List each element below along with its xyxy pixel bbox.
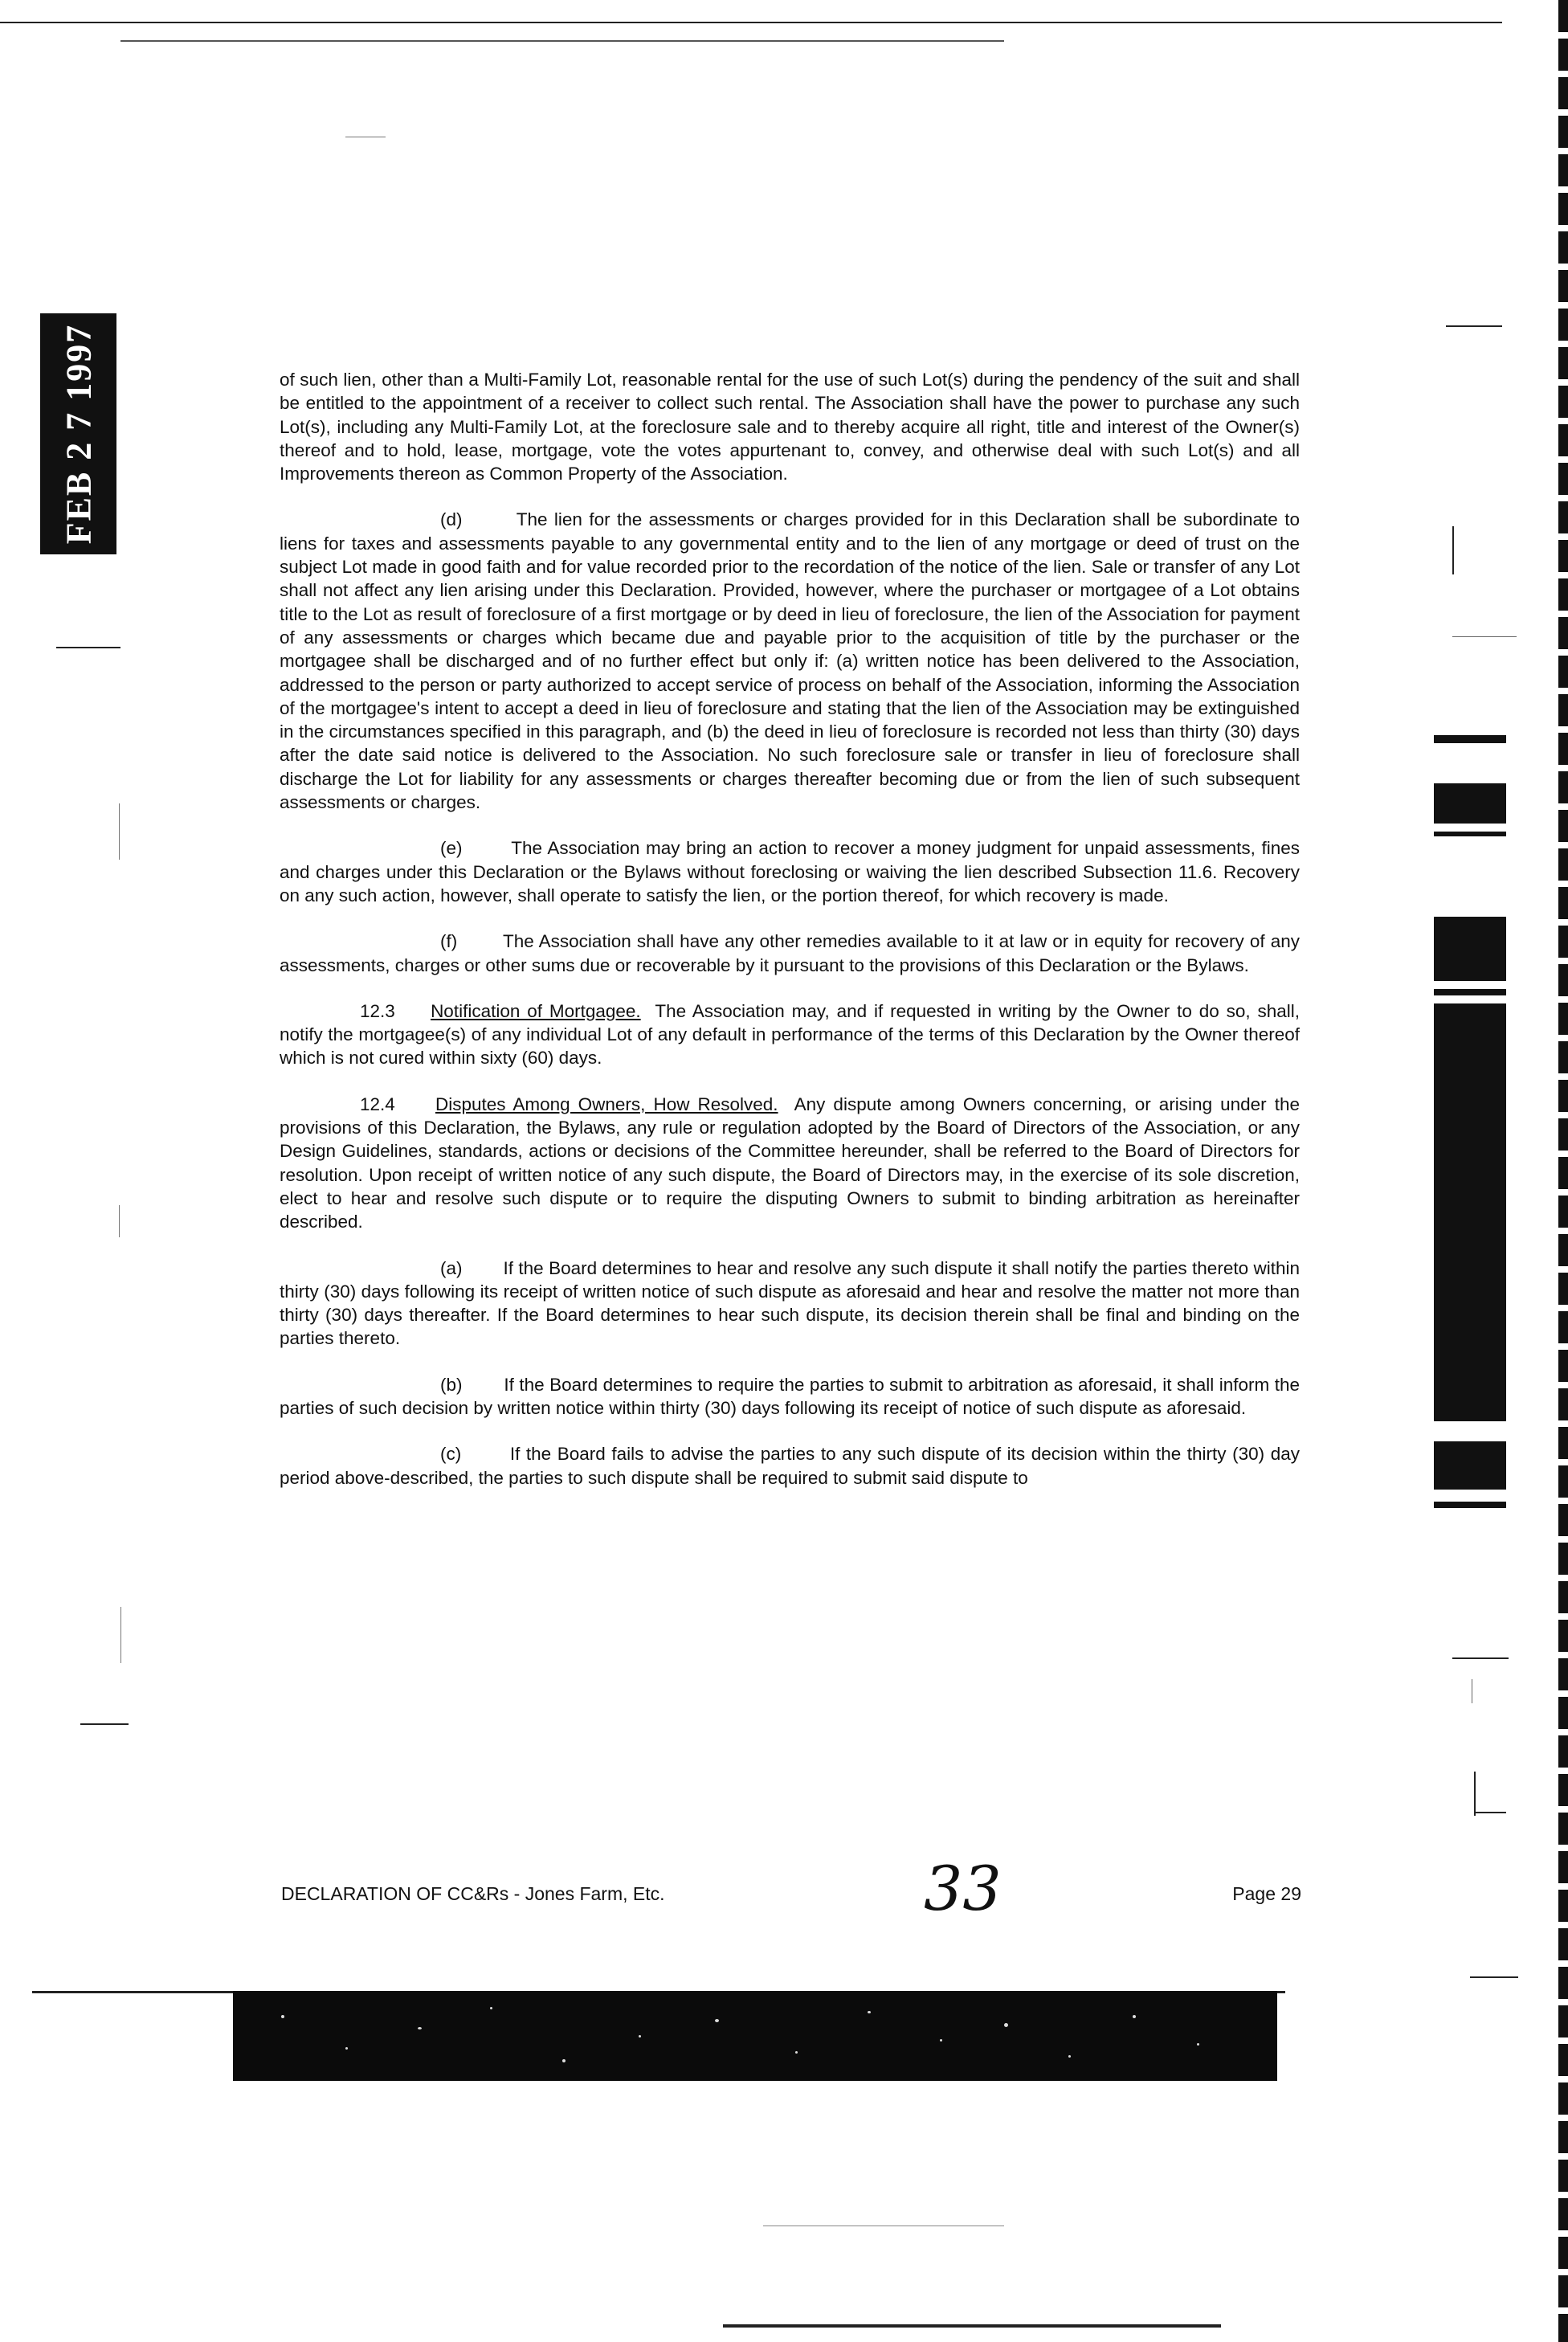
left-margin-line [56,647,120,648]
section-text: Any dispute among Owners concerning, or arising under the provisions of this Declaration, the Bylaws, any rule or regulation adopted by the Board of Directors of the Association, or any Design Guidelines, standards, actions or decisions of the Committee hereunder, shall be referred to the Board of Directors for resolution. Upon receipt of written notice of any such dispute, the Board of Directors may, in the exercise of its sole discretion, elect to hear and resolve such dispute or to require the disputing Owners to submit to binding arbitration as hereinafter described. [280,1093,1300,1232]
document-title: DECLARATION OF CC&Rs - Jones Farm, Etc. [281,1883,665,1904]
item-text: The Association may bring an action to recover a money judgment for unpaid assessments, fines and charges under this Declaration or the Bylaws without foreclosing or waiving the lien described Subsection 11.6. Recovery on any such action, however, shall operate to satisfy the lien, or the portion thereof, for which recovery is made. [280,838,1300,905]
page-number: Page 29 [1232,1883,1301,1904]
paragraph-c [280,1442,1300,1490]
scan-top-line-2 [120,40,1004,42]
section-12-3 [280,999,1300,1070]
right-margin-bars [1434,735,1506,1508]
item-text: If the Board fails to advise the parties to any such dispute of its decision within the thirty (30) day period above-described, the parties to such dispute shall be required to submit said dispute to [280,1444,1300,1488]
section-text: The Association may, and if requested in writing by the Owner to do so, shall, notify the mortgagee(s) of any individual Lot of any default in performance of the terms of this Declaration by the Owner thereof which is not cured within sixty (60) days. [280,1000,1300,1069]
item-label: (c) [440,1444,462,1465]
left-margin-line [80,1723,129,1725]
stamp-text: FEB 2 7 1997 [59,323,98,545]
item-label: (b) [440,1374,463,1395]
item-label: (d) [440,509,463,530]
left-margin-tick [119,803,120,860]
right-margin-line [1474,1812,1506,1813]
right-margin-tick [1474,1772,1476,1816]
paragraph-d [280,508,1300,814]
right-margin-line [1446,325,1502,327]
left-margin-tick [120,1607,121,1663]
scan-noise-band [233,1991,1277,2081]
scan-bottom-mark [723,2324,1221,2328]
item-text: The lien for the assessments or charges provided for in this Declaration shall be subordinate to liens for taxes and assessments payable to any governmental entity and to the lien of any mortgage or deed of trust on the subject Lot made in good faith and for value recorded prior to the recordation of the notice of the lien. Sale or transfer of any Lot shall not affect any lien arising under this Declaration. Provided, however, where the purchaser or mortgagee of a Lot obtains title to the Lot as result of foreclosure of a first mortgage or by deed in lieu of foreclosure, the lien of the Association for payment of any assessments or charges which became due and payable prior to the acquisition of title by the purchaser or the mortgagee shall be discharged and of no further effect but only if: (a) written notice has been delivered to the Association, addressed to the person or party authorized to accept service of process on behalf of the Association, informing the Association of the mortgagee's intent to accept a deed in lieu of foreclosure and stating that the lien of the Association may be extinguished in the circumstances specified in this paragraph, and (b) the deed in lieu of foreclosure is recorded not less than thirty (30) days after the date said notice is delivered to the Association. No such foreclosure sale or transfer in lieu of foreclosure shall discharge the Lot for liability for any assessments or charges thereafter becoming due or from the lien of such subsequent assessments or charges. [280,509,1300,813]
right-margin-line [1470,1976,1518,1978]
section-number: 12.4 [360,1093,395,1114]
section-title: Notification of Mortgagee. [431,1000,641,1021]
item-label: (e) [440,838,463,859]
item-text: If the Board determines to require the parties to submit to arbitration as aforesaid, it shall inform the parties of such decision by written notice within thirty (30) days following its receipt of notice of such dispute as aforesaid. [280,1374,1301,1418]
section-12-4 [280,1093,1300,1234]
paragraph-f [280,930,1300,977]
page-footer [281,1853,1301,1924]
left-margin-tick [119,1205,120,1237]
right-margin-tick [1452,526,1454,574]
item-label: (f) [440,931,458,952]
right-edge-strip [1558,0,1568,2342]
item-text: If the Board determines to hear and resolve any such dispute it shall notify the parties thereto within thirty (30) days following its receipt of written notice of such dispute as aforesaid and hear and resolve the matter not more than thirty (30) days thereafter. If the Board determines to hear such dispute, its decision therein shall be final and binding on the parties thereto. [280,1257,1300,1349]
paragraph-a [280,1257,1300,1351]
right-margin-line [1452,1657,1509,1659]
item-text: The Association shall have any other remedies available to it at law or in equity for recovery of any assessments, charges or other sums due or recoverable by it pursuant to the provisions of this Declaration or the Bylaws. [280,931,1301,975]
received-date-stamp [40,313,116,554]
item-label: (a) [440,1257,463,1278]
paragraph-b [280,1373,1300,1420]
document-body [280,368,1300,1512]
paragraph-lien-continuation: of such lien, other than a Multi-Family Lot, reasonable rental for the use of such Lot(s) during the pendency of the suit and shall be entitled to the appointment of a receiver to collect such rental. The Association shall have the power to purchase any such Lot(s), including any Multi-Family Lot, at the foreclosure sale and to thereby acquire all right, title and interest of the Owner(s) thereof and to hold, lease, mortgage, vote the votes appurtenant to, convey, and otherwise deal with such Lot(s) and all Improvements thereon as Common Property of the Association. [280,370,1300,484]
handwritten-page-number: 33 [924,1853,1002,1924]
scan-top-line [0,22,1502,23]
right-margin-line [1452,636,1517,637]
paragraph-e [280,836,1300,907]
section-number: 12.3 [360,1000,395,1021]
section-title: Disputes Among Owners, How Resolved. [435,1093,778,1114]
